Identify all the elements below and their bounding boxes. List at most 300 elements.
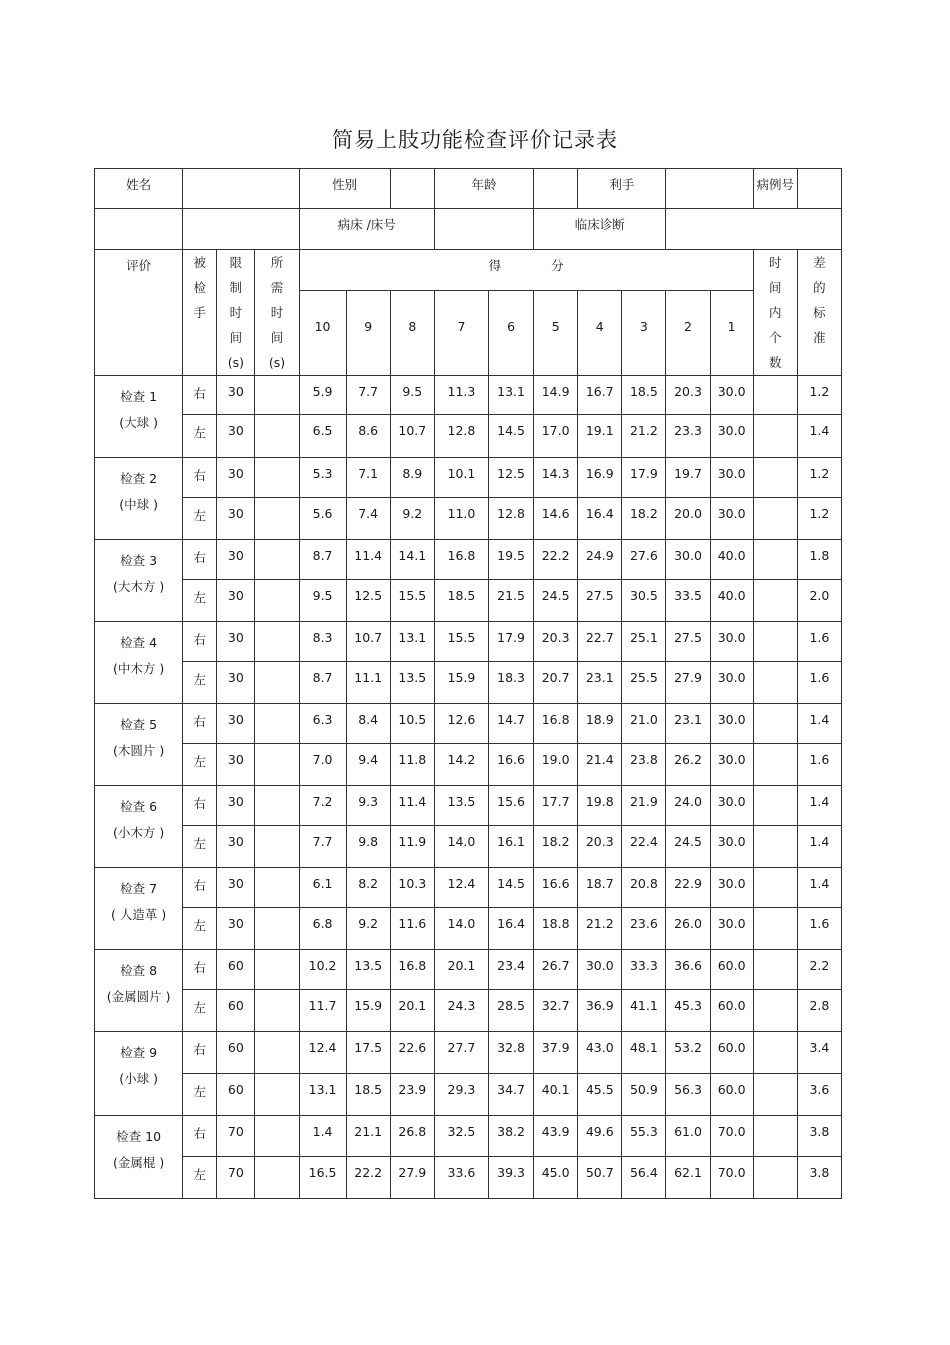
score-cell: 12.4 xyxy=(299,1032,346,1074)
score-cell: 30.0 xyxy=(710,622,753,662)
score-cell: 8.7 xyxy=(299,662,346,704)
score-cell: 8.3 xyxy=(299,622,346,662)
std-cell: 1.4 xyxy=(797,786,841,826)
score-cell: 14.2 xyxy=(434,744,488,786)
score-cell: 13.1 xyxy=(390,622,434,662)
score-cell: 43.0 xyxy=(578,1032,622,1074)
need-time-field[interactable] xyxy=(255,622,299,662)
header-char: 被 xyxy=(193,255,207,270)
score-cell: 8.4 xyxy=(346,704,390,744)
need-time-field[interactable] xyxy=(255,868,299,908)
score-cell: 6.5 xyxy=(299,415,346,458)
limit-cell: 30 xyxy=(217,580,255,622)
score-cell: 14.1 xyxy=(390,540,434,580)
score-cell: 18.2 xyxy=(622,498,666,540)
std-cell: 1.2 xyxy=(797,498,841,540)
score-cell: 62.1 xyxy=(666,1157,710,1199)
test-name-line2: (小木方 ) xyxy=(112,825,165,840)
score-cell: 21.2 xyxy=(622,415,666,458)
score-cell: 25.5 xyxy=(622,662,666,704)
test-name-line1: 检查 8 xyxy=(120,963,158,978)
count-field[interactable] xyxy=(753,415,797,458)
score-cell: 56.3 xyxy=(666,1074,710,1116)
hand-cell: 右 xyxy=(183,1116,217,1157)
score-cell: 32.8 xyxy=(488,1032,533,1074)
score-cell: 15.5 xyxy=(434,622,488,662)
table-row xyxy=(95,908,842,950)
score-cell: 20.8 xyxy=(622,868,666,908)
score-cell: 55.3 xyxy=(622,1116,666,1157)
score-cell: 10.7 xyxy=(390,415,434,458)
score-cell: 23.6 xyxy=(622,908,666,950)
score-cell: 7.4 xyxy=(346,498,390,540)
std-cell: 1.4 xyxy=(797,415,841,458)
score-cell: 8.9 xyxy=(390,458,434,498)
score-col-header: 10 xyxy=(299,290,346,375)
count-field[interactable] xyxy=(753,908,797,950)
score-cell: 9.8 xyxy=(346,826,390,868)
score-cell: 19.5 xyxy=(488,540,533,580)
score-cell: 30.0 xyxy=(710,498,753,540)
count-field[interactable] xyxy=(753,990,797,1032)
limit-cell: 30 xyxy=(217,458,255,498)
hand-label: 利手 xyxy=(578,169,666,209)
score-cell: 18.5 xyxy=(434,580,488,622)
count-field[interactable] xyxy=(753,498,797,540)
hand-cell: 右 xyxy=(183,376,217,415)
score-cell: 18.5 xyxy=(622,376,666,415)
score-cell: 9.2 xyxy=(390,498,434,540)
score-cell: 20.1 xyxy=(390,990,434,1032)
score-cell: 33.6 xyxy=(434,1157,488,1199)
count-field[interactable] xyxy=(753,868,797,908)
test-name-line1: 检查 6 xyxy=(120,799,158,814)
score-cell: 12.8 xyxy=(488,498,533,540)
score-cell: 13.1 xyxy=(299,1074,346,1116)
table-row xyxy=(95,415,842,458)
header-char: 的 xyxy=(813,280,826,295)
score-cell: 11.0 xyxy=(434,498,488,540)
limit-cell: 70 xyxy=(217,1157,255,1199)
table-row xyxy=(95,498,842,540)
score-cell: 18.3 xyxy=(488,662,533,704)
score-cell: 56.4 xyxy=(622,1157,666,1199)
score-cell: 11.8 xyxy=(390,744,434,786)
score-cell: 23.9 xyxy=(390,1074,434,1116)
score-cell: 17.9 xyxy=(488,622,533,662)
score-cell: 8.2 xyxy=(346,868,390,908)
limit-cell: 30 xyxy=(217,415,255,458)
score-cell: 43.9 xyxy=(534,1116,578,1157)
score-cell: 13.5 xyxy=(390,662,434,704)
table-row xyxy=(95,744,842,786)
score-cell: 16.6 xyxy=(534,868,578,908)
eval-header: 评价 xyxy=(95,250,183,376)
count-field[interactable] xyxy=(753,376,797,415)
score-cell: 48.1 xyxy=(622,1032,666,1074)
score-col-header: 4 xyxy=(578,290,622,375)
test-name xyxy=(95,1032,183,1116)
score-cell: 10.2 xyxy=(299,950,346,990)
need-time-field[interactable] xyxy=(255,540,299,580)
need-time-field[interactable] xyxy=(255,908,299,950)
score-cell: 20.3 xyxy=(666,376,710,415)
score-cell: 20.3 xyxy=(578,826,622,868)
hand-cell: 左 xyxy=(183,826,217,868)
score-cell: 9.5 xyxy=(390,376,434,415)
record-table xyxy=(94,168,842,1199)
hand-cell: 左 xyxy=(183,990,217,1032)
need-time-field[interactable] xyxy=(255,498,299,540)
count-field[interactable] xyxy=(753,950,797,990)
score-cell: 27.6 xyxy=(622,540,666,580)
header-char: 制 xyxy=(229,280,243,295)
score-cell: 23.4 xyxy=(488,950,533,990)
score-cell: 11.3 xyxy=(434,376,488,415)
hand-cell: 左 xyxy=(183,662,217,704)
need-time-field[interactable] xyxy=(255,826,299,868)
score-cell: 16.1 xyxy=(488,826,533,868)
test-name xyxy=(95,376,183,458)
hand-cell: 右 xyxy=(183,1032,217,1074)
hand-cell: 右 xyxy=(183,868,217,908)
score-cell: 16.8 xyxy=(390,950,434,990)
score-cell: 33.3 xyxy=(622,950,666,990)
score-cell: 18.2 xyxy=(534,826,578,868)
table-row xyxy=(95,990,842,1032)
score-cell: 14.3 xyxy=(534,458,578,498)
count-field[interactable] xyxy=(753,1157,797,1199)
score-col-header: 7 xyxy=(434,290,488,375)
score-cell: 16.8 xyxy=(534,704,578,744)
header-char: 时 xyxy=(768,255,782,270)
score-cell: 26.7 xyxy=(534,950,578,990)
header-char: 间 xyxy=(229,330,243,345)
diag-field[interactable] xyxy=(666,209,842,250)
score-cell: 17.5 xyxy=(346,1032,390,1074)
need-time-field[interactable] xyxy=(255,376,299,415)
score-cell: 17.0 xyxy=(534,415,578,458)
score-cell: 5.3 xyxy=(299,458,346,498)
score-cell: 21.9 xyxy=(622,786,666,826)
score-cell: 19.1 xyxy=(578,415,622,458)
age-field[interactable] xyxy=(534,169,578,209)
std-cell: 1.6 xyxy=(797,662,841,704)
score-cell: 15.9 xyxy=(434,662,488,704)
test-name-line2: (小球 ) xyxy=(119,1071,158,1086)
std-cell: 2.0 xyxy=(797,580,841,622)
name-field[interactable] xyxy=(183,169,299,209)
score-cell: 23.1 xyxy=(666,704,710,744)
score-cell: 5.9 xyxy=(299,376,346,415)
score-cell: 15.9 xyxy=(346,990,390,1032)
limit-cell: 60 xyxy=(217,1074,255,1116)
score-cell: 12.8 xyxy=(434,415,488,458)
bed-field[interactable] xyxy=(434,209,533,250)
score-cell: 61.0 xyxy=(666,1116,710,1157)
score-cell: 11.9 xyxy=(390,826,434,868)
header-char: 时 xyxy=(229,305,243,320)
count-field[interactable] xyxy=(753,540,797,580)
std-cell: 1.8 xyxy=(797,540,841,580)
test-name-line2: ( 人造革 ) xyxy=(111,907,167,922)
score-cell: 14.0 xyxy=(434,908,488,950)
blank-cell xyxy=(95,209,183,250)
score-cell: 9.4 xyxy=(346,744,390,786)
score-cell: 14.7 xyxy=(488,704,533,744)
sex-field[interactable] xyxy=(390,169,434,209)
score-cell: 39.3 xyxy=(488,1157,533,1199)
count-field[interactable] xyxy=(753,1032,797,1074)
score-cell: 11.7 xyxy=(299,990,346,1032)
header-char: (s) xyxy=(227,355,244,370)
score-cell: 6.3 xyxy=(299,704,346,744)
count-field[interactable] xyxy=(753,622,797,662)
score-cell: 16.5 xyxy=(299,1157,346,1199)
score-cell: 30.0 xyxy=(710,868,753,908)
count-field[interactable] xyxy=(753,458,797,498)
need-time-field[interactable] xyxy=(255,990,299,1032)
header-char: 内 xyxy=(768,305,782,320)
name-label: 姓名 xyxy=(95,169,183,209)
score-cell: 27.9 xyxy=(390,1157,434,1199)
test-name xyxy=(95,622,183,704)
count-field[interactable] xyxy=(753,1116,797,1157)
score-cell: 11.4 xyxy=(390,786,434,826)
test-name-line2: (大木方 ) xyxy=(112,579,165,594)
score-cell: 23.3 xyxy=(666,415,710,458)
score-cell: 14.5 xyxy=(488,868,533,908)
count-field[interactable] xyxy=(753,580,797,622)
header-char: (s) xyxy=(268,355,286,370)
need-time-field[interactable] xyxy=(255,1074,299,1116)
table-row xyxy=(95,786,842,826)
table-row xyxy=(95,704,842,744)
need-time-field[interactable] xyxy=(255,458,299,498)
score-cell: 12.6 xyxy=(434,704,488,744)
need-time-field[interactable] xyxy=(255,704,299,744)
std-header xyxy=(797,250,841,376)
hand-cell: 右 xyxy=(183,622,217,662)
info-row-1 xyxy=(95,169,842,209)
header-row-1 xyxy=(95,250,842,291)
score-col-header: 5 xyxy=(534,290,578,375)
count-field[interactable] xyxy=(753,1074,797,1116)
score-cell: 27.5 xyxy=(578,580,622,622)
hand-cell: 右 xyxy=(183,704,217,744)
case-field[interactable] xyxy=(797,169,841,209)
score-cell: 21.4 xyxy=(578,744,622,786)
table-row xyxy=(95,950,842,990)
header-char: 个 xyxy=(768,330,782,345)
hand-cell: 左 xyxy=(183,498,217,540)
count-field[interactable] xyxy=(753,662,797,704)
score-col-header: 9 xyxy=(346,290,390,375)
hand-header xyxy=(183,250,217,376)
score-cell: 30.0 xyxy=(710,826,753,868)
std-cell: 3.4 xyxy=(797,1032,841,1074)
count-field[interactable] xyxy=(753,704,797,744)
score-cell: 20.3 xyxy=(534,622,578,662)
header-char: 差 xyxy=(813,255,826,270)
table-row xyxy=(95,376,842,415)
score-cell: 8.7 xyxy=(299,540,346,580)
score-cell: 10.5 xyxy=(390,704,434,744)
limit-cell: 30 xyxy=(217,786,255,826)
limit-cell: 60 xyxy=(217,950,255,990)
test-name-line2: (大球 ) xyxy=(119,415,158,430)
count-field[interactable] xyxy=(753,744,797,786)
score-cell: 60.0 xyxy=(710,950,753,990)
std-cell: 1.6 xyxy=(797,908,841,950)
score-cell: 30.0 xyxy=(578,950,622,990)
score-cell: 30.0 xyxy=(666,540,710,580)
score-cell: 22.7 xyxy=(578,622,622,662)
need-time-field[interactable] xyxy=(255,1032,299,1074)
limit-time-header xyxy=(217,250,255,376)
sex-label: 性别 xyxy=(299,169,390,209)
score-cell: 14.0 xyxy=(434,826,488,868)
score-cell: 13.5 xyxy=(434,786,488,826)
need-time-field[interactable] xyxy=(255,580,299,622)
score-cell: 10.7 xyxy=(346,622,390,662)
score-cell: 26.0 xyxy=(666,908,710,950)
score-cell: 16.4 xyxy=(488,908,533,950)
score-cell: 11.4 xyxy=(346,540,390,580)
count-field[interactable] xyxy=(753,786,797,826)
score-cell: 45.0 xyxy=(534,1157,578,1199)
case-label: 病例号 xyxy=(753,169,797,209)
limit-cell: 60 xyxy=(217,1032,255,1074)
score-col-header: 8 xyxy=(390,290,434,375)
limit-cell: 30 xyxy=(217,498,255,540)
score-cell: 5.6 xyxy=(299,498,346,540)
score-cell: 18.8 xyxy=(534,908,578,950)
score-cell: 6.1 xyxy=(299,868,346,908)
score-cell: 70.0 xyxy=(710,1116,753,1157)
std-cell: 3.8 xyxy=(797,1116,841,1157)
test-name-line2: (金属圆片 ) xyxy=(106,989,171,1004)
score-cell: 45.5 xyxy=(578,1074,622,1116)
test-name-line2: (中球 ) xyxy=(119,497,158,512)
hand-field[interactable] xyxy=(666,169,753,209)
score-cell: 32.5 xyxy=(434,1116,488,1157)
test-name-line1: 检查 4 xyxy=(120,635,158,650)
std-cell: 3.8 xyxy=(797,1157,841,1199)
table-row xyxy=(95,622,842,662)
test-name-line1: 检查 2 xyxy=(120,471,158,486)
limit-cell: 30 xyxy=(217,662,255,704)
score-cell: 26.8 xyxy=(390,1116,434,1157)
score-cell: 12.5 xyxy=(346,580,390,622)
score-cell: 19.0 xyxy=(534,744,578,786)
hand-cell: 左 xyxy=(183,908,217,950)
score-cell: 22.2 xyxy=(534,540,578,580)
score-cell: 9.2 xyxy=(346,908,390,950)
score-cell: 30.0 xyxy=(710,415,753,458)
header-char: 时 xyxy=(270,305,284,320)
score-cell: 12.5 xyxy=(488,458,533,498)
score-cell: 30.0 xyxy=(710,662,753,704)
limit-cell: 70 xyxy=(217,1116,255,1157)
std-cell: 1.6 xyxy=(797,622,841,662)
score-cell: 13.5 xyxy=(346,950,390,990)
hand-cell: 右 xyxy=(183,786,217,826)
count-field[interactable] xyxy=(753,826,797,868)
limit-cell: 30 xyxy=(217,908,255,950)
score-cell: 24.9 xyxy=(578,540,622,580)
score-cell: 22.9 xyxy=(666,868,710,908)
score-cell: 45.3 xyxy=(666,990,710,1032)
page-title: 简易上肢功能检查评价记录表 xyxy=(332,128,618,152)
need-time-field[interactable] xyxy=(255,786,299,826)
hand-cell: 右 xyxy=(183,950,217,990)
score-cell: 30.0 xyxy=(710,704,753,744)
header-char: 所 xyxy=(270,255,284,270)
score-cell: 17.7 xyxy=(534,786,578,826)
score-cell: 36.9 xyxy=(578,990,622,1032)
score-cell: 14.6 xyxy=(534,498,578,540)
score-cell: 18.5 xyxy=(346,1074,390,1116)
score-cell: 25.1 xyxy=(622,622,666,662)
test-name xyxy=(95,786,183,868)
score-cell: 40.0 xyxy=(710,540,753,580)
test-name-line1: 检查 1 xyxy=(120,389,158,404)
score-cell: 14.9 xyxy=(534,376,578,415)
score-cell: 60.0 xyxy=(710,1032,753,1074)
test-name xyxy=(95,540,183,622)
need-time-field[interactable] xyxy=(255,662,299,704)
need-time-field[interactable] xyxy=(255,1116,299,1157)
need-time-field[interactable] xyxy=(255,415,299,458)
score-cell: 22.2 xyxy=(346,1157,390,1199)
score-cell: 16.6 xyxy=(488,744,533,786)
score-cell: 20.0 xyxy=(666,498,710,540)
score-cell: 16.8 xyxy=(434,540,488,580)
table-row xyxy=(95,580,842,622)
hand-cell: 左 xyxy=(183,415,217,458)
score-cell: 22.4 xyxy=(622,826,666,868)
header-char: 数 xyxy=(768,355,782,370)
score-cell: 20.7 xyxy=(534,662,578,704)
score-cell: 12.4 xyxy=(434,868,488,908)
score-col-header: 3 xyxy=(622,290,666,375)
limit-cell: 30 xyxy=(217,868,255,908)
need-time-field[interactable] xyxy=(255,1157,299,1199)
score-cell: 27.9 xyxy=(666,662,710,704)
test-name xyxy=(95,868,183,950)
test-name-line1: 检查 3 xyxy=(120,553,158,568)
test-name-line1: 检查 7 xyxy=(120,881,158,896)
score-cell: 30.0 xyxy=(710,908,753,950)
table-row xyxy=(95,662,842,704)
need-time-field[interactable] xyxy=(255,950,299,990)
score-cell: 15.5 xyxy=(390,580,434,622)
score-cell: 38.2 xyxy=(488,1116,533,1157)
need-time-field[interactable] xyxy=(255,744,299,786)
hand-cell: 左 xyxy=(183,744,217,786)
score-cell: 23.8 xyxy=(622,744,666,786)
score-cell: 7.2 xyxy=(299,786,346,826)
header-char: 检 xyxy=(193,280,207,295)
score-cell: 30.0 xyxy=(710,786,753,826)
score-header: 得 分 xyxy=(299,250,753,291)
limit-cell: 30 xyxy=(217,376,255,415)
age-label: 年龄 xyxy=(434,169,533,209)
score-cell: 7.7 xyxy=(299,826,346,868)
score-cell: 21.5 xyxy=(488,580,533,622)
score-cell: 37.9 xyxy=(534,1032,578,1074)
